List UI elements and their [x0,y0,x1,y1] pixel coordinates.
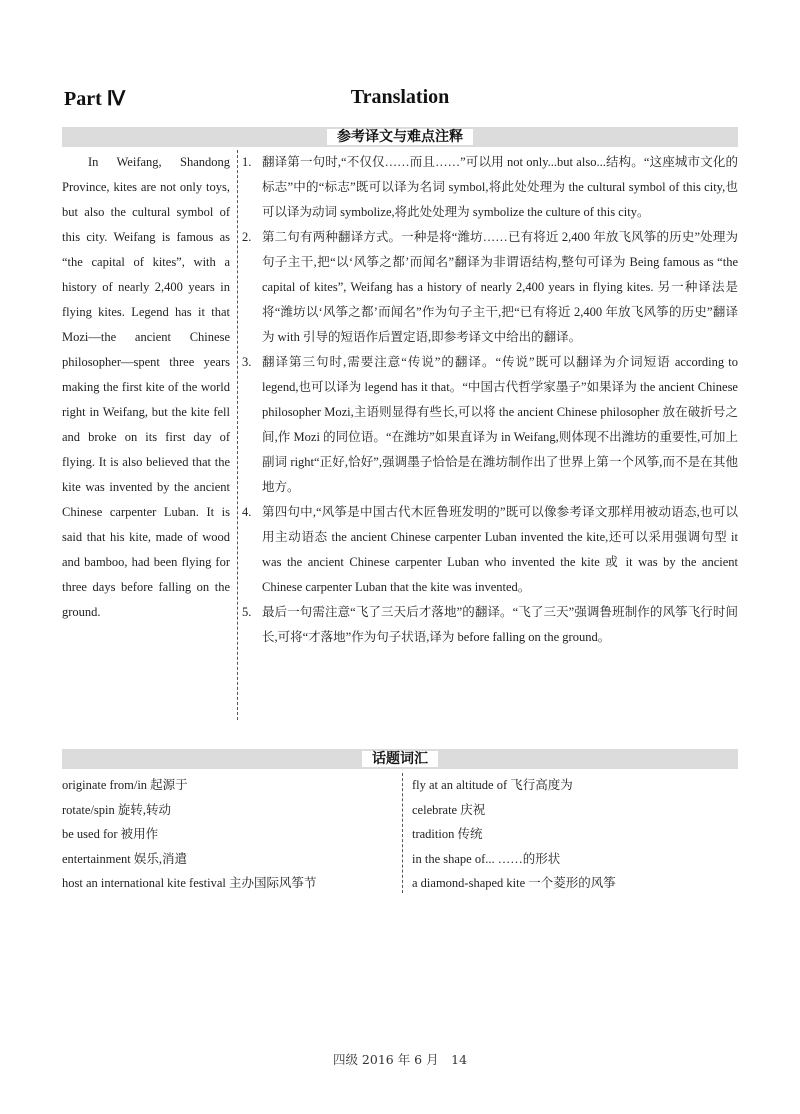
reference-translation [62,150,230,625]
annotation-number: 4. [242,505,252,519]
column-divider [237,150,238,720]
vocabulary-item: originate from/in 起源于 [62,778,188,792]
vocabulary-item: in the shape of... ……的形状 [412,851,561,866]
annotation-list [242,150,738,650]
vocabulary-item: entertainment 娱乐,消遣 [62,851,187,866]
vocabulary-item: a diamond-shaped kite 一个菱形的风筝 [412,876,616,890]
part-label: Part Ⅳ [64,88,126,110]
annotation-number: 2. [242,230,252,244]
section-heading-vocabulary [62,749,738,769]
section-heading-translation [62,127,738,147]
annotation-item [242,225,738,350]
annotation-number: 3. [242,355,252,369]
annotation-text: 第二句有两种翻译方式。一种是将“潍坊……已有将近 2,400 年放飞风筝的历史”处理为句子主干,把“以‘风筝之都’而闻名”翻译为非谓语结构,整句可译为 Being famous as “the capital of kites”, Weifang has a history of nearly 2,400 years in flying kites. 另一种译法是将“潍坊以‘风筝之都’而闻名”作为句子主干,把“已有将近 2,400 年放飞风筝的历史”翻译为 with 引导的短语作后置定语,即参考译文中给出的翻译。 [262,230,738,344]
annotation-number: 5. [242,605,252,619]
vocabulary-item: rotate/spin 旋转,转动 [62,802,172,817]
reference-translation-text: In Weifang, Shandong Province, kites are not only toys, but also the cultural symbol of this city. Weifang is famous as “the capital of kites”, with a history of nearly 2,400 years in flying kites. Legend has it that Mozi—the ancient Chinese philosopher—spent three years making the first kite of the world right in Weifang, but the kite fell and broke on its first day of flying. It is also believed that the kite was invented by the ancient Chinese carpenter Luban. It is said that his kite, made of wood and bamboo, had been flying for three days before falling on the ground. [62,155,230,619]
vocabulary-list-left [62,773,392,896]
annotation-item [242,150,738,225]
section-heading-text: 话题词汇 [362,751,438,767]
annotation-text: 翻译第三句时,需要注意“传说”的翻译。“传说”既可以翻译为介词短语 according to legend,也可以译为 legend has it that。“中国古代哲学家墨子”如果译为 the ancient Chinese philosopher Mozi,主语则显得有些长,可以将 the ancient Chinese philosopher 放在破折号之间,作 Mozi 的同位语。“在潍坊”如果直译为 in Weifang,则体现不出潍坊的重要性,可加上副词 right“正好,恰好”,强调墨子恰恰是在潍坊制作出了世界上第一个风筝,而不是在其他地方。 [262,355,738,494]
vocabulary-item: fly at an altitude of 飞行高度为 [412,778,573,792]
vocabulary-list-right [412,773,738,896]
vocabulary-item: tradition 传统 [412,827,483,841]
section-heading-text: 参考译文与难点注释 [327,129,473,145]
vocabulary-item: celebrate 庆祝 [412,802,486,817]
annotation-number: 1. [242,155,252,169]
annotation-text: 最后一句需注意“飞了三天后才落地”的翻译。“飞了三天”强调鲁班制作的风筝飞行时间长,可将“才落地”作为句子状语,译为 before falling on the ground。 [262,605,738,644]
annotation-item [242,500,738,600]
page-footer: 四级 2016 年 6 月 14 [332,1052,468,1067]
vocabulary-item: be used for 被用作 [62,827,159,841]
annotation-item [242,350,738,500]
annotation-text: 翻译第一句时,“不仅仅……而且……”可以用 not only...but also...结构。“这座城市文化的标志”中的“标志”既可以译为名词 symbol,将此处处理为 the cultural symbol of this city,也可以译为动词 symbolize,将此处处理为 symbolize the culture of this city。 [262,155,738,219]
vocabulary-divider [402,773,403,893]
page-title: Translation [350,86,450,108]
vocabulary-item: host an international kite festival 主办国际风筝节 [62,876,317,890]
annotation-item [242,600,738,650]
annotation-text: 第四句中,“风筝是中国古代木匠鲁班发明的”既可以像参考译文那样用被动语态,也可以用主动语态 the ancient Chinese carpenter Luban invented the kite,还可以采用强调句型 it was the ancient Chinese carpenter Luban who invented the kite 或 it was by the ancient Chinese carpenter Luban that the kite was invented。 [262,505,738,594]
